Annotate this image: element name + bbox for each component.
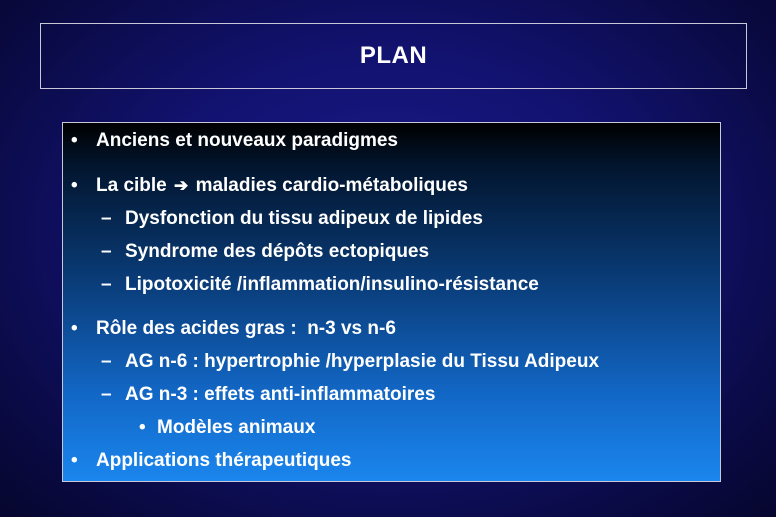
sub-sub-item-1 <box>139 417 315 439</box>
sub-item-text: Syndrome des dépôts ectopiques <box>125 241 430 262</box>
sub-item-4 <box>101 351 599 373</box>
sub-item-2 <box>101 241 429 263</box>
sub-item-5 <box>101 384 435 406</box>
bullet-text: Rôle des acides gras : n-3 vs n-6 <box>96 318 396 339</box>
sub-item-3 <box>101 274 539 296</box>
bullet-item-3 <box>71 318 396 340</box>
bullet-marker: • <box>139 417 146 438</box>
slide-title: PLAN <box>359 42 428 69</box>
sub-item-text: Dysfonction du tissu adipeux de lipides <box>125 208 483 229</box>
bullet-marker: • <box>71 318 78 339</box>
sub-item-text: Lipotoxicité /inflammation/insulino-résistance <box>125 274 539 295</box>
sub-item-text: AG n-3 : effets anti-inflammatoires <box>125 384 436 405</box>
sub-sub-item-text: Modèles animaux <box>157 417 316 438</box>
title-box <box>40 23 747 89</box>
bullet-item-1 <box>71 130 398 152</box>
dash-marker: – <box>101 208 112 229</box>
sub-item-text: AG n-6 : hypertrophie /hyperplasie du Tissu Adipeux <box>125 351 600 372</box>
bullet-marker: • <box>71 175 78 196</box>
dash-marker: – <box>101 241 112 262</box>
content-box <box>62 122 721 482</box>
dash-marker: – <box>101 274 112 295</box>
bullet-text: Anciens et nouveaux paradigmes <box>96 130 398 151</box>
bullet-text-after: maladies cardio-métaboliques <box>195 175 468 196</box>
right-arrow-icon: ➔ <box>174 176 189 195</box>
dash-marker: – <box>101 351 112 372</box>
bullet-marker: • <box>71 130 78 151</box>
bullet-text-before: La cible <box>96 175 167 196</box>
sub-item-1 <box>101 208 483 230</box>
dash-marker: – <box>101 384 112 405</box>
bullet-text: Applications thérapeutiques <box>96 450 352 471</box>
bullet-item-2 <box>71 175 468 197</box>
bullet-item-4 <box>71 450 351 472</box>
bullet-marker: • <box>71 450 78 471</box>
